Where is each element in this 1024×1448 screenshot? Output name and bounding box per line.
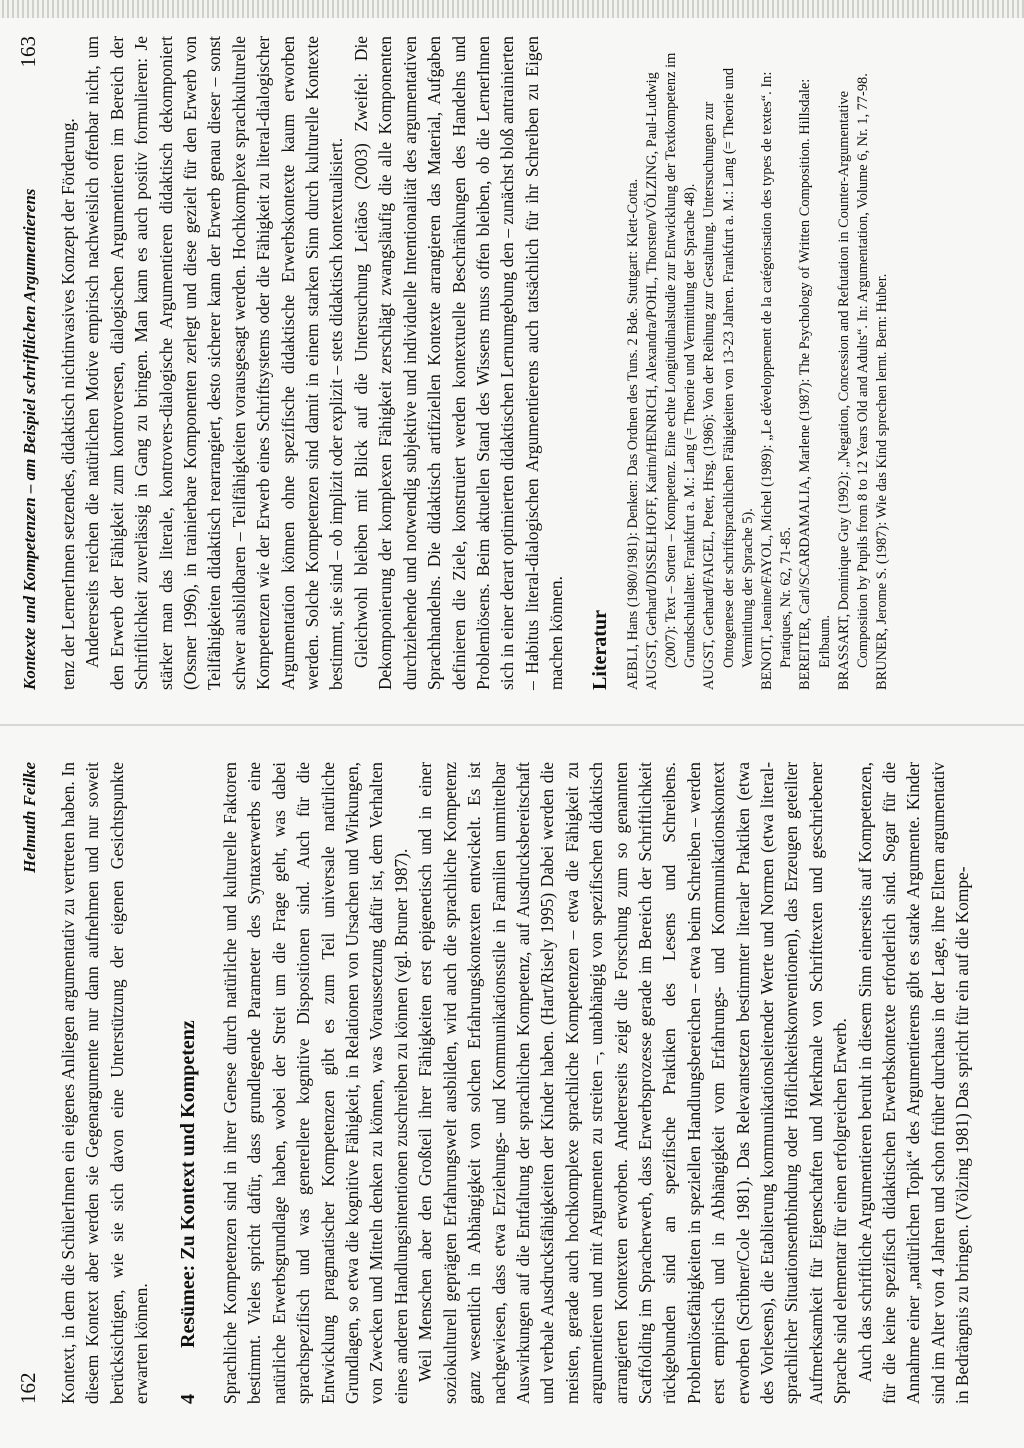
reference-list	[624, 36, 893, 690]
paragraph: Andererseits reichen die natürlichen Motive empirisch nachweislich offenbar nicht, um den Erwerb der Fähigkeit zum kontroversen, dialogischen Argumentieren im Bereich der Schriftlichkeit zuverlässig in Gang zu bringen. Man kann es auch positiv formulieren: Je stärker man das literale, kontrovers-dialogische Argumentieren didaktisch dekomponiert (Ossner 1996), in trainierbare Komponenten zerlegt und diese gezielt für den Erwerb von Teilfähigkeiten didaktisch rearrangiert, desto sicherer kann der Erwerb genau dieser – sonst schwer ausbildbaren – Teilfähigkeiten vorausgesagt werden. Hochkomplexe sprachkulturelle Kompetenzen wie der Erwerb eines Schriftsystems oder die Fähigkeit zu literal-dialogischer Argumentation können ohne spezifische didaktische Erwerbskontexte kaum erworben werden. Solche Kompetenzen sind damit in einem starken Sinn durch kulturelle Kontexte bestimmt, sie sind – ob implizit oder explizit – stets didaktisch kontextualisiert.	[82, 36, 347, 690]
reference-entry: AUGST, Gerhard/DISSELHOFF, Katrin/HENRICH, Alexandra/POHL, Thorsten/VÖLZING, Paul-Ludwig (2007): Text – Sorten – Kompetenz. Eine echte Longitudinalstudie zur Entwicklung der Textkompetenz im Grundschulalter. Frankfurt a. M.: Lang (= Theorie und Vermittlung der Sprache 48).	[643, 52, 699, 690]
running-head-author: Helmuth Feilke	[20, 762, 39, 873]
paragraph: Gleichwohl bleiben mit Blick auf die Untersuchung Leitãos (2003) Zweifel: Die Dekomponierung der komplexen Fähigkeit zerschlägt zwangsläufig die alle Komponenten durchziehende und notwendig subjektive und individuelle Intentionalität des argumentativen Sprachhandelns. Die didaktisch artifiziellen Kontexte arrangieren das Material, Aufgaben definieren die Ziele, konstruiert werden kontextuelle Beschränkungen des Handelns und Problemlösens. Beim aktuellen Stand des Wissens muss offen bleiben, ob die LernerInnen sich in einer derart optimierten didaktischen Lernumgebung den – zunächst bloß antrainierten – Habitus literal-dialogischen Argumentierens auch tatsächlich für ihr Schreiben zu Eigen machen können.	[350, 36, 567, 690]
book-gutter	[0, 724, 1024, 726]
paragraph: Kontext, in dem die SchülerInnen ein eigenes Anliegen argumentativ zu vertreten haben. In diesem Kontext aber werden sie Gegenargumente nur dann aufnehmen und nur soweit berücksichtigen, wie sie sich davon eine Unterstützung der eigenen Gesichtspunkte erwarten können.	[58, 762, 152, 1404]
section-heading	[176, 762, 200, 1404]
page-number: 162	[16, 1372, 40, 1404]
reference-entry: AUGST, Gerhard/FAIGEL, Peter, Hrsg. (1986): Von der Reihung zur Gestaltung. Untersuchungen zur Ontogenese der schriftsprachlichen Fähigkeiten von 13-23 Jahren. Frankfurt a. M.: Lang (= Theorie und Vermittlung der Sprache 5).	[701, 67, 756, 690]
running-head-title: Kontexte und Kompetenzen – am Beispiel schriftlichen Argumentierens	[20, 188, 39, 690]
body-text	[56, 36, 569, 690]
section-title: Resümee: Zu Kontext und Kompetenz	[176, 1020, 199, 1348]
page-number: 163	[16, 36, 40, 68]
running-head	[16, 762, 56, 1404]
left-page	[0, 728, 1024, 1448]
reference-entry: BRUNER, Jerome S. (1987): Wie das Kind sprechen lernt. Bern: Huber.	[874, 273, 891, 690]
paragraph: Auch das schriftliche Argumentieren beruht in diesem Sinn einerseits auf Kompetenzen, für die keine spezifisch didaktischen Erwerbskontexte erforderlich sind. Sogar für die Annahme einer „natürlichen Topik“ des Argumentierens gibt es starke Argumente. Kinder sind im Alter von 4 Jahren und schon früher durchaus in der Lage, ihre Eltern argumentativ in Bedrängnis zu bringen. (Völzing 1981) Das spricht für ein auf die Kompe-	[854, 762, 973, 1404]
scan-edge	[0, 0, 1024, 18]
running-head	[16, 36, 56, 690]
reference-entry: BEREITER, Carl/SCARDAMALIA, Marlene (1987): The Psychology of Written Composition. Hillsdale: Erlbaum.	[797, 78, 833, 690]
paragraph: tenz der LernerInnen setzendes, didaktisch nichtinvasives Konzept der Förderung.	[58, 118, 78, 690]
right-page	[0, 0, 1024, 720]
literature-heading: Literatur	[588, 610, 611, 690]
reference-entry: AEBLI, Hans (1980/1981): Denken: Das Ordnen des Tuns. 2 Bde. Stuttgart: Klett-Cotta.	[624, 178, 641, 690]
paragraph: Sprachliche Kompetenzen sind in ihrer Genese durch natürliche und kulturelle Faktoren bestimmt. Vieles spricht dafür, dass grundlegende Parameter des Syntaxerwerbs eine natürliche Erwerbsgrundlage haben, wobei der Streit um die Frage geht, was dabei sprachspezifisch und was generellere kognitive Dispositionen sind. Auch für die Entwicklung pragmatischer Kompetenzen gibt es zum Teil universale natürliche Grundlagen, so etwa die kognitive Fähigkeit, in Relationen von Ursachen und Wirkungen, von Zwecken und Mitteln denken zu können, was Voraussetzung dafür ist, dem Verhalten eines anderen Handlungsintentionen zuschreiben zu können (vgl. Bruner 1987).	[220, 762, 411, 1404]
section-number: 4	[176, 1394, 199, 1404]
body-text	[56, 762, 975, 1404]
reference-entry: BENOIT, Jeanine/FAYOL, Michel (1989): „Le développement de la catégorisation des types de textes“. In: Pratiques, Nr. 62, 71-85.	[758, 71, 795, 690]
reference-entry: BRASSART, Dominique Guy (1992): „Negation, Concession and Refutation in Counter-Argumentative Composition by Pupils from 8 to 12 Years Old and Adults“. In: Argumentation, Volume 6, Nr. 1, 77-98.	[835, 73, 871, 690]
paragraph: Weil Menschen aber den Großteil ihrer Fähigkeiten erst epigenetisch und in einer soziokulturell geprägten Erfahrungswelt ausbilden, wird auch die sprachliche Kompetenz ganz wesentlich in Abhängigkeit von solchen Erfahrungskontexten entwickelt. Es ist nachgewiesen, dass etwa Erziehungs- und Kommunikationsstile in Familien unmittelbar Auswirkungen auf die Entfaltung der sprachlichen Kompetenz, auf Ausdrucksbereitschaft und verbale Ausdrucksfähigkeiten der Kinder haben. (Hart/Risely 1995) Dabei werden die meisten, gerade auch hochkomplexe sprachliche Kompetenzen – etwa die Fähigkeit zu argumentieren und mit Argumenten zu streiten –, unabhängig von spezifischen didaktisch arrangierten Kontexten erworben. Andererseits zeigt die Forschung zum so genannten Scaffolding im Spracherwerb, dass Erwerbsprozesse gerade im Bereich der Schriftlichkeit rückgebunden sind an spezifische Praktiken des Lesens und Schreibens. Problemlösefähigkeiten in speziellen Handlungsbereichen – etwa beim Schreiben – werden erst empirisch und in Abhängigkeit vom Erfahrungs- und Kommunikationskontext erworben (Scribner/Cole 1981). Das Relevantsetzen bestimmter literaler Praktiken (etwa des Vorlesens), die Etablierung kommunikationsleitender Werte und Normen (etwa literal-sprachlicher Situationsentbindung oder Höflichkeitskonventionen), das Erzeugen geteilter Aufmerksamkeit für Eigenschaften und Merkmale von Schrifttexten und geschriebener Sprache sind elementar für einen erfolgreichen Erwerb.	[415, 762, 851, 1404]
